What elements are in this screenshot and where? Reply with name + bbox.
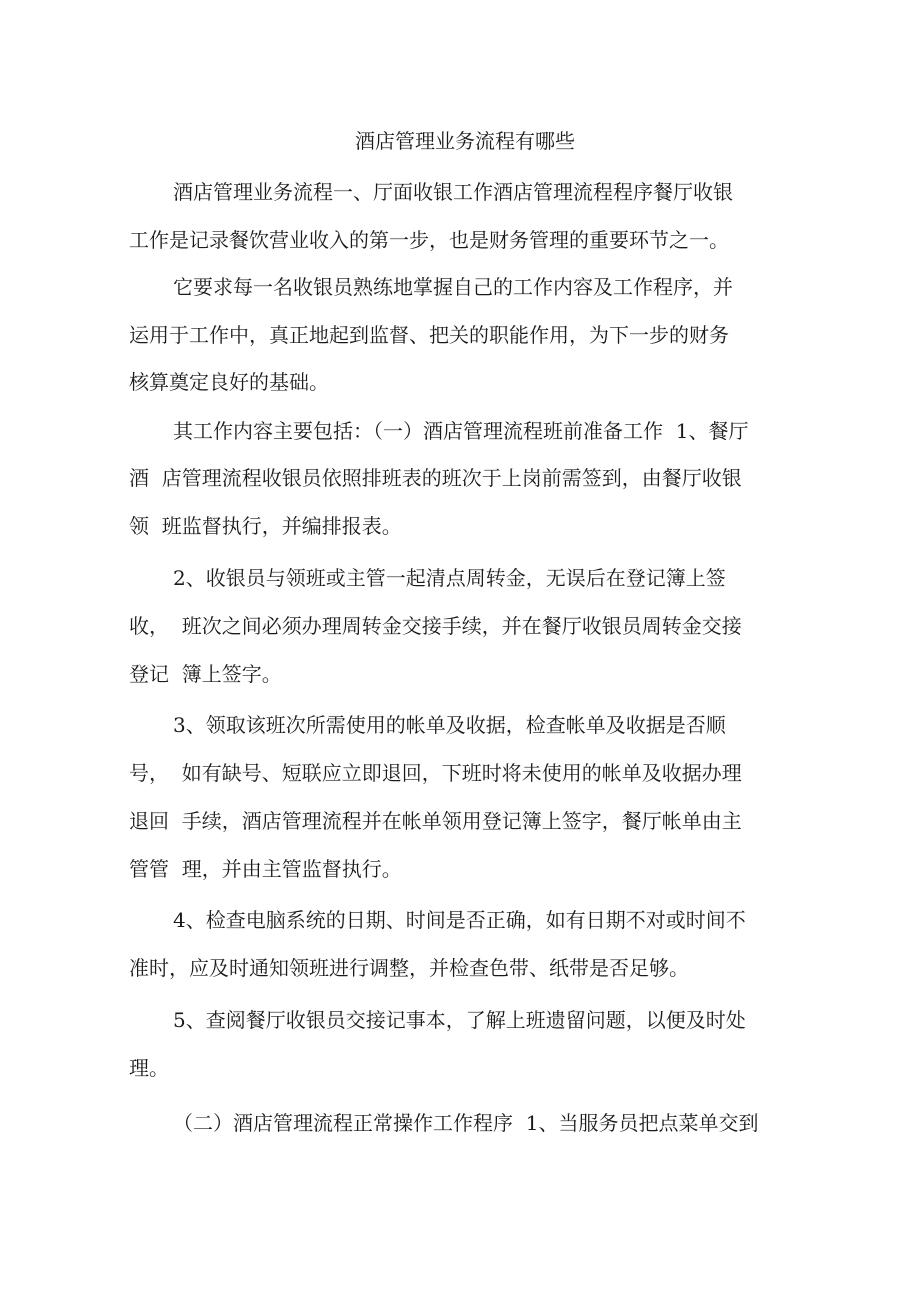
text-line: 理。 xyxy=(129,1056,169,1080)
text-line: 4、检查电脑系统的日期、时间是否正确，如有日期不对或时间不 xyxy=(173,908,746,932)
text-line: 其工作内容主要包括：（一）酒店管理流程班前准备工作 1、餐厅 xyxy=(173,419,749,443)
text-line: 管管 理，并由主管监督执行。 xyxy=(129,857,402,881)
text-line: 准时，应及时通知领班进行调整，并检查色带、纸带是否足够。 xyxy=(129,956,689,980)
text-line: 3、领取该班次所需使用的帐单及收据，检查帐单及收据是否顺 xyxy=(173,713,726,737)
text-line: 领 班监督执行，并编排报表。 xyxy=(129,514,402,538)
text-line: 登记 簿上签字。 xyxy=(129,662,282,686)
text-line: 运用于工作中，真正地起到监督、把关的职能作用，为下一步的财务 xyxy=(129,323,729,347)
text-line: 号， 如有缺号、短联应立即退回，下班时将未使用的帐单及收据办理 xyxy=(129,761,742,785)
text-line: 收， 班次之间必须办理周转金交接手续，并在餐厅收银员周转金交接 xyxy=(129,614,742,638)
text-line: 2、收银员与领班或主管一起清点周转金，无误后在登记簿上签 xyxy=(173,566,726,590)
text-line: 酒店管理业务流程一、厅面收银工作酒店管理流程程序餐厅收银 xyxy=(173,180,733,204)
text-line: 酒 店管理流程收银员依照排班表的班次于上岗前需签到，由餐厅收银 xyxy=(129,466,742,490)
text-line: （二）酒店管理流程正常操作工作程序 1、当服务员把点菜单交到 xyxy=(173,1111,759,1135)
text-line: 核算奠定良好的基础。 xyxy=(129,370,329,394)
document-title: 酒店管理业务流程有哪些 xyxy=(355,129,575,153)
text-line: 5、查阅餐厅收银员交接记事本，了解上班遗留问题，以便及时处 xyxy=(173,1008,746,1032)
text-line: 工作是记录餐饮营业收入的第一步，也是财务管理的重要环节之一。 xyxy=(129,228,729,252)
text-line: 它要求每一名收银员熟练地掌握自己的工作内容及工作程序，并 xyxy=(173,275,733,299)
text-line: 退回 手续，酒店管理流程并在帐单领用登记簿上签字，餐厅帐单由主 xyxy=(129,809,742,833)
